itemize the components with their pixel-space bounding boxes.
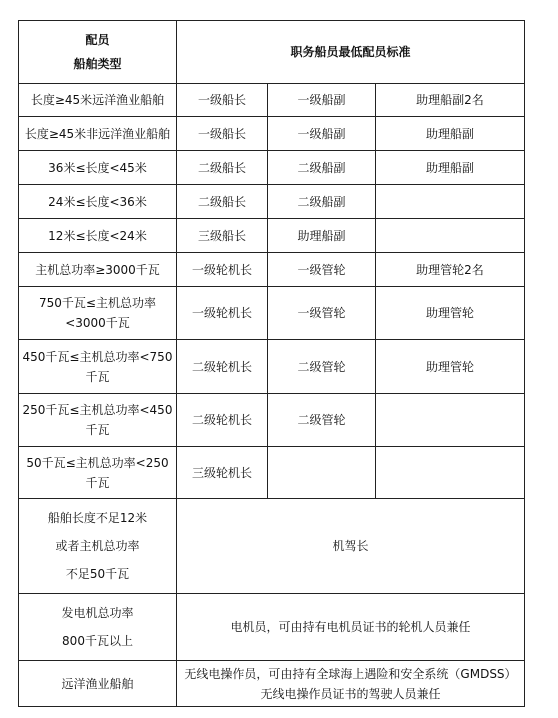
crew-cell-2: 一级船副 (268, 84, 376, 117)
crew-cell-2 (268, 447, 376, 499)
crew-cell-2: 二级管轮 (268, 340, 376, 394)
ocean-row (19, 661, 525, 707)
vessel-type-cell: 12米≤长度<24米 (19, 219, 177, 253)
table-row (19, 447, 525, 499)
table-row (19, 219, 525, 253)
crew-cell-2: 二级船副 (268, 151, 376, 185)
crew-cell-3: 助理管轮2名 (376, 253, 525, 287)
crew-cell-1: 一级船长 (177, 84, 268, 117)
generator-crew-cell: 电机员，可由持有电机员证书的轮机人员兼任 (177, 594, 525, 661)
vessel-type-cell: 250千瓦≤主机总功率<450千瓦 (19, 394, 177, 447)
small-vessel-row (19, 499, 525, 594)
crew-cell-2: 一级管轮 (268, 253, 376, 287)
vessel-type-cell: 450千瓦≤主机总功率<750千瓦 (19, 340, 177, 394)
vessel-type-cell: 50千瓦≤主机总功率<250千瓦 (19, 447, 177, 499)
small-vessel-line-1: 船舶长度不足12米 (47, 511, 148, 525)
table-row (19, 253, 525, 287)
vessel-type-cell: 长度≥45米非远洋渔业船舶 (19, 117, 177, 151)
crew-cell-1: 二级轮机长 (177, 340, 268, 394)
crew-cell-3 (376, 394, 525, 447)
small-vessel-crew-cell: 机驾长 (177, 499, 525, 594)
vessel-type-cell: 36米≤长度<45米 (19, 151, 177, 185)
crew-cell-1: 二级船长 (177, 151, 268, 185)
generator-line-1: 发电机总功率 (61, 606, 134, 620)
vessel-type-cell: 主机总功率≥3000千瓦 (19, 253, 177, 287)
crew-cell-3: 助理船副2名 (376, 84, 525, 117)
crew-cell-2: 二级管轮 (268, 394, 376, 447)
standard-title: 职务船员最低配员标准 (177, 21, 525, 84)
table-row (19, 84, 525, 117)
crew-cell-1: 三级轮机长 (177, 447, 268, 499)
vessel-type-cell: 750千瓦≤主机总功率<3000千瓦 (19, 287, 177, 340)
small-vessel-line-2: 或者主机总功率 (55, 539, 140, 553)
header-corner-cell (19, 21, 177, 84)
crew-cell-1: 二级船长 (177, 185, 268, 219)
generator-row (19, 594, 525, 661)
crew-cell-3: 助理管轮 (376, 340, 525, 394)
crew-cell-1: 一级轮机长 (177, 253, 268, 287)
crew-cell-2: 助理船副 (268, 219, 376, 253)
vessel-type-cell: 长度≥45米远洋渔业船舶 (19, 84, 177, 117)
crew-cell-1: 一级轮机长 (177, 287, 268, 340)
crew-cell-2: 一级管轮 (268, 287, 376, 340)
table-row (19, 185, 525, 219)
crew-cell-1: 三级船长 (177, 219, 268, 253)
generator-type-cell (19, 594, 177, 661)
crew-cell-1: 二级轮机长 (177, 394, 268, 447)
table-row (19, 394, 525, 447)
table-row (19, 340, 525, 394)
crew-cell-2: 二级船副 (268, 185, 376, 219)
header-row (19, 21, 525, 84)
crew-cell-3: 助理船副 (376, 117, 525, 151)
ocean-crew-cell: 无线电操作员，可由持有全球海上遇险和安全系统（GMDSS）无线电操作员证书的驾驶人员兼任 (177, 661, 525, 707)
crew-cell-3: 助理管轮 (376, 287, 525, 340)
table-row (19, 117, 525, 151)
table-row (19, 287, 525, 340)
crew-cell-3 (376, 185, 525, 219)
crew-cell-3 (376, 219, 525, 253)
small-vessel-line-3: 不足50千瓦 (65, 567, 130, 581)
ocean-type-cell: 远洋渔业船舶 (19, 661, 177, 707)
crew-cell-1: 一级船长 (177, 117, 268, 151)
vessel-type-cell: 24米≤长度<36米 (19, 185, 177, 219)
generator-line-2: 800千瓦以上 (62, 634, 133, 648)
crew-cell-2: 一级船副 (268, 117, 376, 151)
vessel-type-label: 船舶类型 (73, 57, 122, 71)
small-vessel-type-cell (19, 499, 177, 594)
crew-cell-3: 助理船副 (376, 151, 525, 185)
crew-standard-table (18, 20, 525, 707)
table-row (19, 151, 525, 185)
crew-cell-3 (376, 447, 525, 499)
crew-label: 配员 (85, 33, 110, 47)
